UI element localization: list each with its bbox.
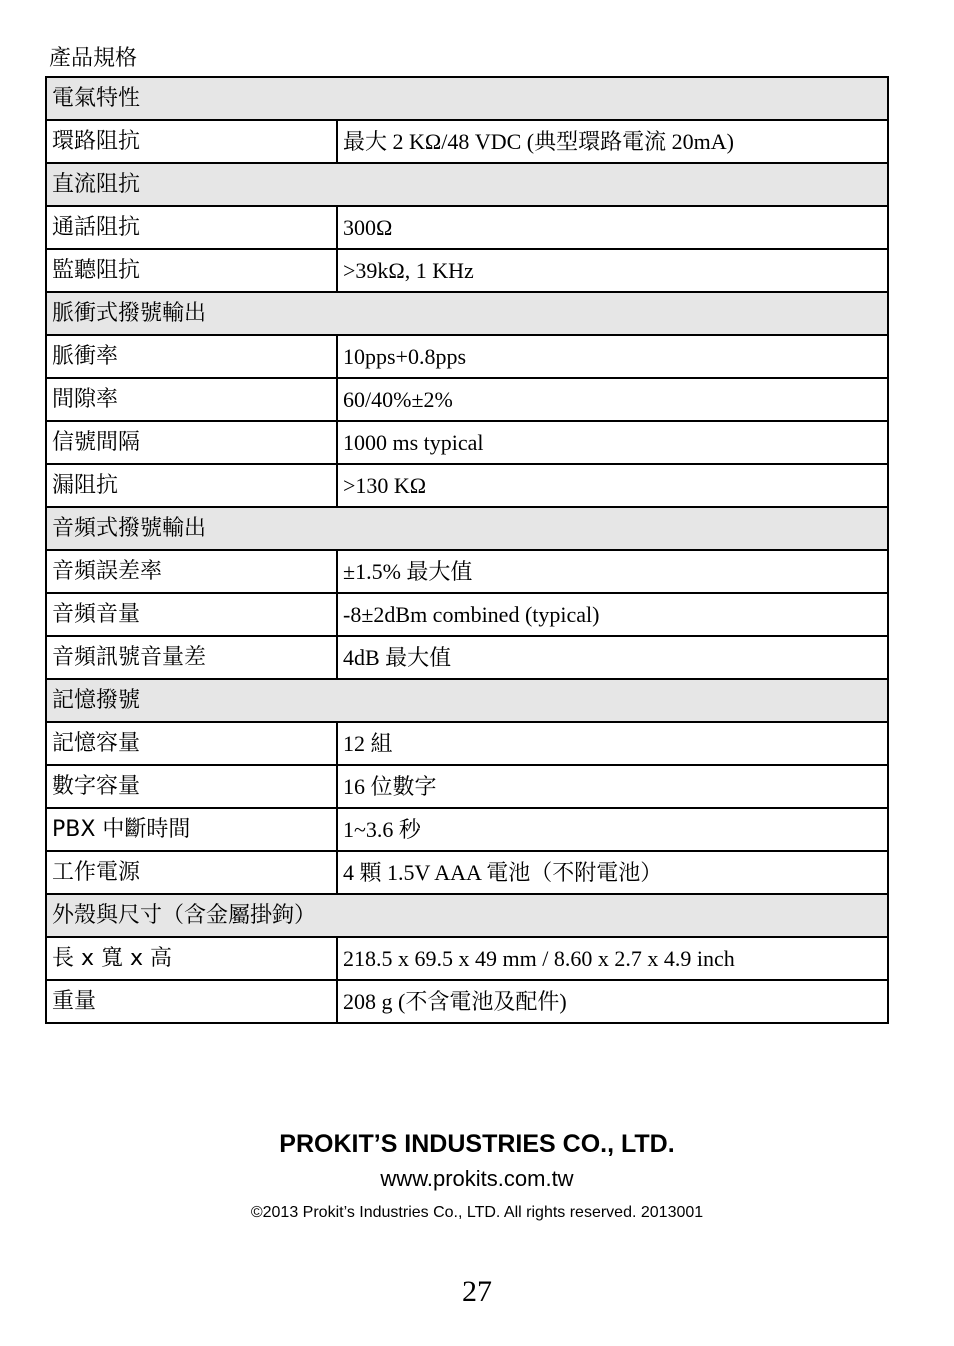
spec-row bbox=[46, 206, 888, 249]
section-title: 記憶撥號 bbox=[46, 679, 888, 722]
spec-label: 音頻音量 bbox=[46, 593, 337, 636]
spec-row bbox=[46, 550, 888, 593]
spec-value: >39kΩ, 1 KHz bbox=[337, 249, 888, 292]
spec-row bbox=[46, 335, 888, 378]
spec-value: 4 顆 1.5V AAA 電池（不附電池） bbox=[337, 851, 888, 894]
spec-value: 10pps+0.8pps bbox=[337, 335, 888, 378]
spec-table-body bbox=[46, 77, 888, 1023]
spec-label: 數字容量 bbox=[46, 765, 337, 808]
section-header-row bbox=[46, 679, 888, 722]
page-heading: 產品規格 bbox=[49, 46, 138, 71]
spec-row bbox=[46, 722, 888, 765]
spec-row bbox=[46, 249, 888, 292]
spec-label: 監聽阻抗 bbox=[46, 249, 337, 292]
spec-label: 通話阻抗 bbox=[46, 206, 337, 249]
spec-value: ±1.5% 最大值 bbox=[337, 550, 888, 593]
spec-label: 漏阻抗 bbox=[46, 464, 337, 507]
spec-label: 工作電源 bbox=[46, 851, 337, 894]
spec-label: PBX 中斷時間 bbox=[46, 808, 337, 851]
spec-value: >130 KΩ bbox=[337, 464, 888, 507]
spec-label: 重量 bbox=[46, 980, 337, 1023]
spec-value: 最大 2 KΩ/48 VDC (典型環路電流 20mA) bbox=[337, 120, 888, 163]
spec-row bbox=[46, 636, 888, 679]
section-header-row bbox=[46, 507, 888, 550]
section-header-row bbox=[46, 163, 888, 206]
spec-label: 環路阻抗 bbox=[46, 120, 337, 163]
spec-label: 音頻誤差率 bbox=[46, 550, 337, 593]
company-website: www.prokits.com.tw bbox=[380, 1166, 574, 1191]
spec-label: 音頻訊號音量差 bbox=[46, 636, 337, 679]
spec-table bbox=[45, 76, 889, 1024]
section-header-row bbox=[46, 894, 888, 937]
section-header-row bbox=[46, 77, 888, 120]
page-number: 27 bbox=[462, 1275, 492, 1308]
spec-row bbox=[46, 378, 888, 421]
copyright-notice: ©2013 Prokit’s Industries Co., LTD. All rights reserved. 2013001 bbox=[250, 1204, 704, 1221]
spec-value: -8±2dBm combined (typical) bbox=[337, 593, 888, 636]
spec-row bbox=[46, 765, 888, 808]
spec-row bbox=[46, 120, 888, 163]
section-title: 直流阻抗 bbox=[46, 163, 888, 206]
spec-row bbox=[46, 593, 888, 636]
spec-row bbox=[46, 808, 888, 851]
spec-value: 208 g (不含電池及配件) bbox=[337, 980, 888, 1023]
spec-value: 300Ω bbox=[337, 206, 888, 249]
spec-value: 16 位數字 bbox=[337, 765, 888, 808]
section-title: 脈衝式撥號輸出 bbox=[46, 292, 888, 335]
spec-row bbox=[46, 980, 888, 1023]
spec-value: 1000 ms typical bbox=[337, 421, 888, 464]
spec-label: 脈衝率 bbox=[46, 335, 337, 378]
section-title: 電氣特性 bbox=[46, 77, 888, 120]
spec-label: 記憶容量 bbox=[46, 722, 337, 765]
section-header-row bbox=[46, 292, 888, 335]
company-name: PROKIT’S INDUSTRIES CO., LTD. bbox=[279, 1130, 675, 1158]
spec-row bbox=[46, 937, 888, 980]
spec-label: 信號間隔 bbox=[46, 421, 337, 464]
spec-value: 4dB 最大值 bbox=[337, 636, 888, 679]
spec-value: 60/40%±2% bbox=[337, 378, 888, 421]
spec-label: 長 x 寬 x 高 bbox=[46, 937, 337, 980]
spec-value: 1~3.6 秒 bbox=[337, 808, 888, 851]
spec-value: 218.5 x 69.5 x 49 mm / 8.60 x 2.7 x 4.9 inch bbox=[337, 937, 888, 980]
spec-row bbox=[46, 851, 888, 894]
section-title: 外殼與尺寸（含金屬掛鉤） bbox=[46, 894, 888, 937]
section-title: 音頻式撥號輸出 bbox=[46, 507, 888, 550]
spec-value: 12 組 bbox=[337, 722, 888, 765]
spec-label: 間隙率 bbox=[46, 378, 337, 421]
spec-row bbox=[46, 421, 888, 464]
spec-row bbox=[46, 464, 888, 507]
